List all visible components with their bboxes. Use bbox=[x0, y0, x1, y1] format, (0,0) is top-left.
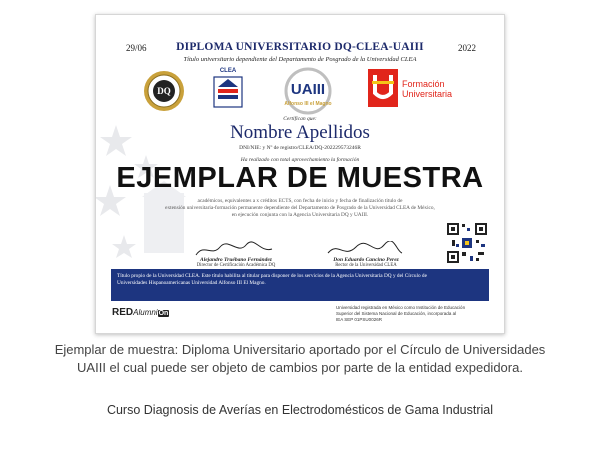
signature-block-left bbox=[176, 241, 296, 268]
diploma-body-line: en ejecución conjunta con la Agencia Universitaria DQ y UAIII. bbox=[231, 212, 369, 218]
date-day-month: 29/06 bbox=[126, 43, 147, 53]
caption-line: Ejemplar de muestra: Diploma Universitario aportado por el Círculo de Universidades bbox=[54, 342, 546, 357]
caption-line: UAIII el cual puede ser objeto de cambios por parte de la entidad expedidora. bbox=[77, 360, 523, 375]
completion-statement: Ha realizado con total aprovechamiento la formación bbox=[240, 157, 360, 163]
signature-right-name: Don Eduardo Cancino Perez bbox=[333, 257, 399, 263]
dq-seal-logo bbox=[142, 67, 186, 115]
diploma-body-line: extensión universitaria-formación permanente dependiente del Departamento de Posgrado de la Universidad CLEA de México, bbox=[165, 205, 435, 211]
diploma-body-line: académicos, equivalentes a x créditos ECTS, con fecha de inicio y fecha de finalización titulo de bbox=[197, 198, 403, 204]
fu-logo-line2: Universitaria bbox=[402, 89, 453, 99]
fu-logo-line1: Formación bbox=[402, 79, 445, 89]
red-alumni-prefix: RED bbox=[112, 307, 134, 318]
signature-block-right bbox=[306, 241, 426, 268]
sample-watermark: EJEMPLAR DE MUESTRA bbox=[116, 162, 484, 194]
qr-code-icon bbox=[446, 222, 488, 264]
signature-scribble-icon bbox=[324, 241, 404, 259]
uaiii-logo bbox=[268, 67, 348, 115]
band-text-line: Título propio de la Universidad CLEA. Este título habilita al titular para disponer de los servicios de la Agencia Universitaria DQ y del Círculo de bbox=[117, 273, 427, 279]
clea-logo-text: CLEA bbox=[219, 68, 237, 74]
diploma-image bbox=[95, 14, 505, 334]
formacion-universitaria-logo bbox=[368, 67, 478, 115]
uaiii-logo-text: UAIII bbox=[290, 81, 326, 98]
band-text-line: Universidades Hispanoamericanas Universidad Alfonso III El Magno. bbox=[117, 280, 266, 286]
red-alumni-italic: Alumni bbox=[133, 308, 158, 317]
diploma-title: DIPLOMA UNIVERSITARIO DQ-CLEA-UAIII bbox=[176, 41, 424, 53]
date-year: 2022 bbox=[458, 43, 476, 53]
recipient-name: Nombre Apellidos bbox=[230, 122, 370, 143]
registration-line: IEA SEP 01PSU0026R bbox=[336, 317, 382, 322]
course-title: Curso Diagnosis de Averías en Electrodomésticos de Gama Industrial bbox=[106, 403, 494, 417]
certify-label: Certifican que: bbox=[283, 116, 317, 122]
institution-notice-band bbox=[111, 269, 489, 301]
diploma-subtitle: Título universitario dependiente del Departamento de Posgrado de la Universidad CLEA bbox=[183, 56, 417, 63]
institution-logos bbox=[136, 67, 476, 115]
red-alumni-on-badge: On bbox=[158, 310, 169, 317]
signature-left-role: Director de Certificación Académica DQ bbox=[196, 263, 276, 268]
uaiii-logo-subtext: Alfonso III el Magno bbox=[284, 101, 332, 107]
dq-logo-text: DQ bbox=[157, 86, 171, 96]
registration-notice bbox=[336, 305, 496, 323]
red-alumni-on-logo bbox=[112, 307, 169, 318]
signature-left-name: Alejandro Truébano Fernández bbox=[200, 257, 272, 263]
signature-right-role: Rector de la Universidad CLEA bbox=[335, 263, 397, 268]
registration-line: Universidad registrada en México como Institución de Educación bbox=[336, 305, 466, 310]
dni-registration-line: DNI/NIE: y Nº de registro/CLEA/DQ-202229573246R bbox=[239, 145, 361, 151]
registration-line: Superior del Sistema Nacional de Educación, incorporada al bbox=[336, 311, 457, 316]
clea-crest-logo bbox=[208, 67, 248, 115]
signature-scribble-icon bbox=[194, 241, 274, 259]
